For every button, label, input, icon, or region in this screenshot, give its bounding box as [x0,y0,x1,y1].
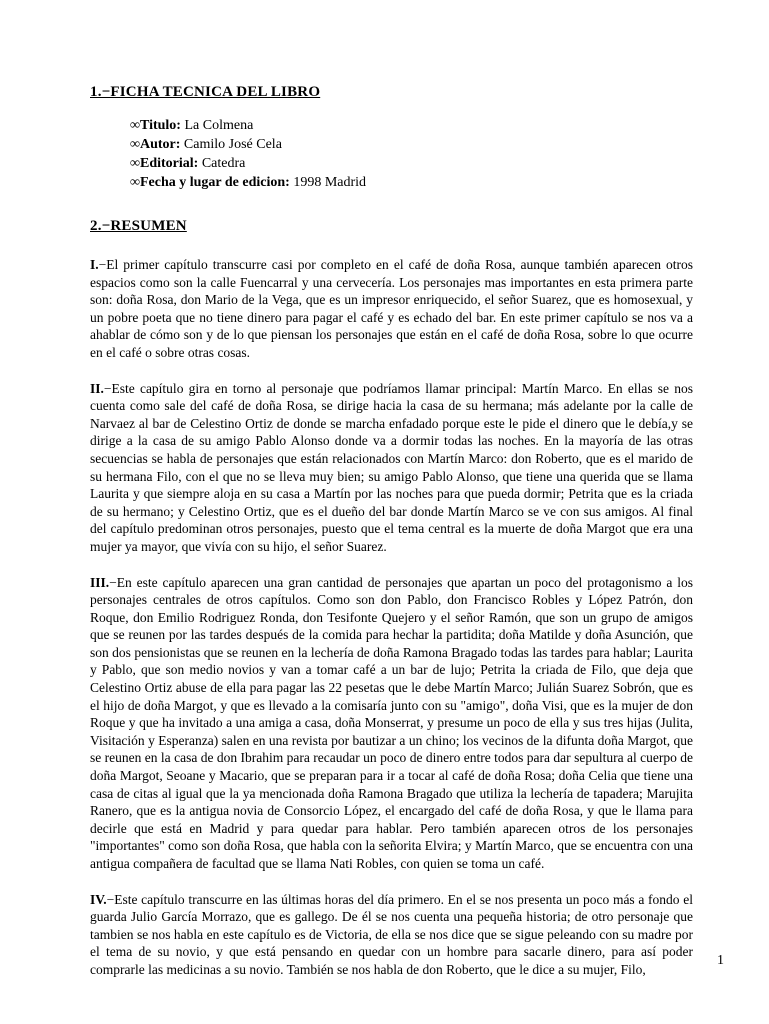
book-field-label: Titulo: [139,118,181,133]
page-number: 1 [717,953,724,968]
paragraph-capitulo-4 [90,891,693,979]
paragraph-text: −El primer capítulo transcurre casi por completo en el café de doña Rosa, aunque también aparecen otros espacios como son la calle Fuencarral y una cervecería. Los personajes mas importantes en esta primera parte son: doña Rosa, don Mario de la Vega, que es un impresor enriquecido, el señor Suarez, que es homosexual, y un pobre poeta que no tiene dinero para pagar el café y es echado del bar. En este primer capítulo se nos va a ahablar de cómo son y de lo que piensan los personajes que están en el café de doña Rosa, sobre lo que ocurre en el café o sobre otras cosas. [90,257,693,360]
book-field-value: 1998 Madrid [293,175,367,190]
book-field-value: Camilo José Cela [183,137,282,152]
paragraph-capitulo-2 [90,380,693,556]
infinity-bullet: ∞ [130,175,140,190]
chapter-numeral: I. [90,257,99,272]
book-field-editorial [130,154,693,173]
infinity-bullet: ∞ [130,137,140,152]
book-field-value: La Colmena [184,118,254,133]
book-field-label: Fecha y lugar de edicion: [139,175,290,190]
book-field-fecha-edicion [130,173,693,192]
chapter-numeral: II. [90,380,104,396]
book-field-value: Catedra [201,156,246,171]
book-field-label: Autor: [139,137,181,152]
paragraph-capitulo-1 [90,256,693,362]
book-field-autor [130,135,693,154]
book-fields [130,116,693,192]
chapter-numeral: IV. [90,891,107,907]
paragraph-capitulo-3 [90,574,693,873]
heading-resumen: 2.−RESUMEN [90,218,187,234]
paragraph-text: −En este capítulo aparecen una gran cantidad de personajes que apartan un poco del protagonismo a los personajes centrales de otros capítulos. Como son don Pablo, don Francisco Robles y López Patrón, don Roque, don Emilio Rodriguez Ronda, don Tesifonte Quejero y el señor Ramón, que son un grupo de amigos que se reunen por las tardes después de la comida para hechar la partidita; doña Matilde y doña Asunción, que son dos pensionistas que se reunen en la lechería de doña Ramona Bragado todas las tardes para hablar; Laurita y Pablo, que son medio novios y van a tomar café a un bar de lujo; Petrita la criada de Filo, que deja que Celestino Ortiz abuse de ella para pagar las 22 pesetas que le debe Martín Marco; Julián Suarez Sobrón, que es el hijo de doña Margot, y que es llevado a la comisaría junto con su "amigo", doña Visi, que es la mujer de don Roque y que ha invitado a una amiga a casa, doña Monserrat, y presume un poco de ella y sus tres hijas (Julita, Visitación y Esperanza) salen en una revista por bautizar a un chino; los vecinos de la difunta doña Margot, que se reunen en la casa de don Ibrahim para recaudar un poco de dinero entre todos para dar sepultura al cuerpo de doña Margot, Seoane y Macario, que se preparan para ir a tocar al café de doña Rosa; doña Celia que tiene una casa de citas al igual que la ya mencionada doña Ramona Bragado que utiliza la lechería de tapadera; Marujita Ranero, que es la antigua novia de Consorcio López, el encargado del café de doña Rosa, y que le llama para decirle que está en Madrid y para quedar para hablar. Pero también aparecen otros de los personajes "importantes" como son doña Rosa, que habla con la señorita Elvira; y Martín Marco, que se encuentra con una antigua compañera de facultad que se llama Nati Robles, con quien se toma un café. [90,574,693,871]
book-field-label: Editorial: [139,156,199,171]
paragraph-text: −Este capítulo gira en torno al personaje que podríamos llamar principal: Martín Marco. En ellas se nos cuenta como sale del café de doña Rosa, se dirige hacia la casa de su hermana; más adelante por la calle de Narvaez al bar de Celestino Ortiz de donde se marcha enfadado porque este le pide el dinero que le debía,y se dirige a la casa de su amigo Pablo Alonso donde va a dormir todas las noches. En la mayoría de las otras secuencias se habla de personajes que están relacionados con Martín Marco: don Roberto, que es el marido de su hermana Filo, con el que no se lleva muy bien; su amigo Pablo Alonso, que tiene una querida que se llama Laurita y que siempre aloja en su casa a Martín por las noches para que pueda dormir; Petrita que es la criada de su hermano; y Celestino Ortiz, que es el dueño del bar donde Martín Marco se ve con sus amigos. Al final del capítulo predominan otros personajes, puesto que el tema central es la muerte de doña Margot que era una mujer ya mayor, que vivía con su hijo, el señor Suarez. [90,380,693,554]
heading-ficha-tecnica: 1.−FICHA TECNICA DEL LIBRO [90,84,321,100]
book-field-titulo [130,116,693,135]
infinity-bullet: ∞ [130,118,140,133]
chapter-numeral: III. [90,574,110,590]
paragraph-text: −Este capítulo transcurre en las últimas horas del día primero. En el se nos presenta un poco más a fondo el guarda Julio García Morrazo, que es gallego. De él se nos cuenta una pequeña historia; de otro personaje que tambien se nos habla en este capítulo es de Victoria, de ella se nos dice que se sigue peleando con su madre por el tema de su novio, y que está pensando en quedar con un hombre para sacarle dinero, para así poder comprarle las medicinas a su novio. También se nos habla de don Roberto, que le dice a su mujer, Filo, [90,891,693,977]
infinity-bullet: ∞ [130,156,140,171]
